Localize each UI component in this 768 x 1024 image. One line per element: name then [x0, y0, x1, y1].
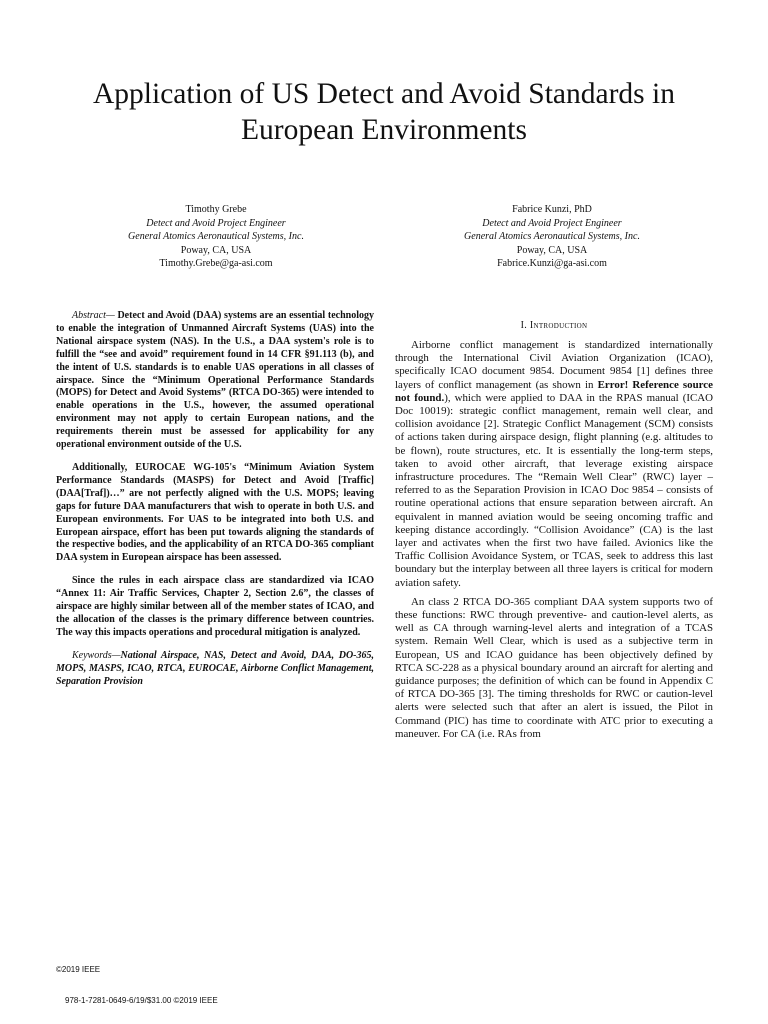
author-organization: General Atomics Aeronautical Systems, Inc. [128, 231, 304, 243]
section-number: I. [520, 320, 528, 331]
paper-title: Application of US Detect and Avoid Standards in European Environments [93, 78, 675, 146]
author-email: Timothy.Grebe@ga-asi.com [159, 258, 273, 270]
author-name: Fabrice Kunzi, PhD [512, 204, 592, 215]
left-column [56, 310, 374, 698]
abstract-paragraph-2: Additionally, EUROCAE WG-105's “Minimum Aviation System Performance Standards (MASPS) for Detect and Avoid [Traffic] (DAA[Traf])…” are not perfectly aligned with the U.S. MOPS; leaving gaps for future DAA manufacturers that wish to operate in both U.S. and European environments. For UAS to be integrated into both U.S. and European airspace, effort has been put towards aligning the standards of the respective bodies, and the applicability of an RTCA DO-365 compliant DAA system in European airspace has been assessed. [56, 461, 374, 564]
abstract-text: Detect and Avoid (DAA) systems are an essential technology to enable the integration of Unmanned Aircraft Systems (UAS) into the National airspace system (NAS). In the U.S., a DAA system's role is to fulfill the “see and avoid” requirement found in 14 CFR §91.113 (b), and the intent of U.S. standards is to enable UAS operations in all classes of airspace. Since the “Minimum Operational Performance Standards (MOPS) for Detect and Avoid Systems” (RTCA DO-365) were intended to enable operations in the U.S., however, the assumed operational environment may not apply to certain European nations, and the requirements therein must be assessed for applicability for any operational environment outside of the U.S. [56, 310, 374, 451]
keywords-label: Keywords— [72, 649, 121, 661]
author-block-1 [66, 203, 366, 271]
author-role: Detect and Avoid Project Engineer [146, 217, 286, 229]
author-role: Detect and Avoid Project Engineer [482, 217, 622, 229]
abstract-label: Abstract— [72, 310, 115, 321]
author-organization: General Atomics Aeronautical Systems, Inc. [464, 231, 640, 243]
right-column [395, 310, 713, 747]
keywords-paragraph [56, 650, 374, 689]
author-block-2 [402, 203, 702, 271]
keywords-text: National Airspace, NAS, Detect and Avoid, DAA, DO-365, MOPS, MASPS, ICAO, RTCA, EUROCAE, Airborne Conflict Management, Separation Provision [56, 649, 374, 687]
section-heading [395, 320, 713, 333]
copyright-notice: ©2019 IEEE [56, 965, 101, 974]
author-email: Fabrice.Kunzi@ga-asi.com [497, 258, 607, 270]
author-name: Timothy Grebe [185, 204, 247, 215]
author-location: Poway, CA, USA [516, 244, 588, 256]
section-title: Introduction [529, 320, 588, 331]
reference-error: Error! Reference source not found. [395, 378, 713, 404]
author-location: Poway, CA, USA [180, 244, 252, 256]
intro-paragraph-1 [395, 339, 713, 590]
isbn-footer: 978-1-7281-0649-6/19/$31.00 ©2019 IEEE [65, 996, 218, 1005]
abstract-paragraph-3: Since the rules in each airspace class are standardized via ICAO “Annex 11: Air Traffic Services, Chapter 2, Section 2.6”, the classes of airspace are highly similar between all of the member states of ICAO, and the allocation of the classes is the primary difference between countries. The way this impacts operations and procedural mitigation is analyzed. [56, 575, 374, 638]
abstract-paragraph [56, 310, 374, 452]
intro-text: ), which were applied to DAA in the RPAS manual (ICAO Doc 10019): strategic conflict management, remain well clear, and collision avoidance [2]. Strategic Conflict Management (SCM) consists of actions taken during airspace design, flight planning (e.g. altitudes to be flown), route structures, etc. It is essentially the long-term steps, taken to avoid other aircraft, that leverage existing airspace infrastructure procedures. The “Remain Well Clear” (RWC) layer – referred to as the Separation Provision in ICAO Doc 9854 – consists of routine operational actions that ensure separation between aircraft. An equivalent in manned aviation would be seeing oncoming traffic and keeping distance accordingly. “Collision Avoidance” (CA) is the last layer and activates when the first two have failed. Avionics like the Traffic Collision Avoidance System, or TCAS, seek to address this last boundary but the interplay between all three layers is critical for modern aviation safety. [395, 391, 713, 589]
intro-paragraph-2: An class 2 RTCA DO-365 compliant DAA system supports two of these functions: RWC through preventive- and caution-level alerts, as well as CA through warning-level alerts and integration of a TCAS system. Remain Well Clear, which is used as a subjective term in European, US and ICAO guidance has been objectively defined by RTCA SC-228 as a physical boundary around an aircraft for alerting and guidance purposes; the definition of which can be found in Appendix C of RTCA DO-365 [3]. The timing thresholds for RWC or caution-level alerts were selected such that after an alert is issued, the Pilot in Command (PIC) has time to coordinate with ATC prior to executing a maneuver. For CA (i.e. RAs from [395, 595, 713, 740]
intro-text: Airborne conflict management is standardized internationally through the International Civil Aviation Organization (ICAO), specifically ICAO document 9854. Document 9854 [1] defines three layers of conflict management (as shown in [395, 338, 713, 391]
